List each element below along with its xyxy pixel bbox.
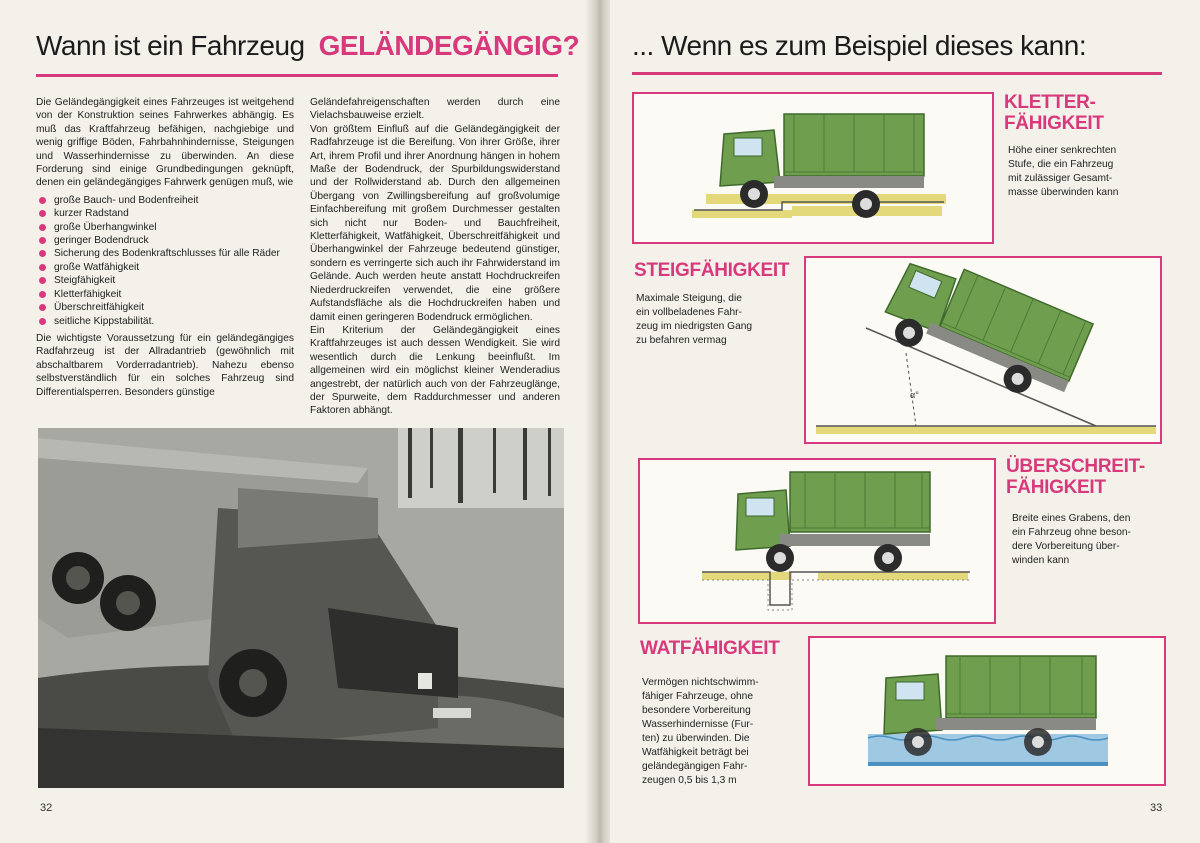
desc-line: Vermögen nichtschwimm- (642, 677, 759, 688)
paragraph: Ein Kriterium der Geländegängigkeit eines Kraftfahrzeuges ist auch dessen Wendigkeit. Sie wird wesentlich durch die Lenkung beeinflußt. Im allgemeinen wird ein möglichst kleiner Wenderadius angestrebt, der natürlich auch von der Fahrzeuglänge, der Spurweite, dem Raddurchmesser und anderen Faktoren abhängt. (310, 324, 560, 417)
desc-line: mit zulässiger Gesamt- (1008, 173, 1113, 184)
list-item: Überschreitfähigkeit (36, 301, 294, 314)
list-item: große Watfähigkeit (36, 261, 294, 274)
illustration-trench (638, 458, 996, 624)
desc-line: Maximale Steigung, die (636, 293, 742, 304)
desc-line: zeug im niedrigsten Gang (636, 321, 753, 332)
feature-desc-climbing (1008, 144, 1168, 200)
desc-line: Wasserhindernisse (Fur- (642, 719, 754, 730)
desc-line: besondere Vorbereitung (642, 705, 751, 716)
feature-title-line: FÄHIGKEIT (1006, 477, 1106, 498)
feature-title-gradient (634, 260, 789, 281)
desc-line: masse überwinden kann (1008, 187, 1119, 198)
list-item: große Bauch- und Bodenfreiheit (36, 194, 294, 207)
paragraph: Von größtem Einfluß auf die Geländegängigkeit der Radfahrzeuge ist die Bereifung. Von ihrer Größe, ihrer Art, ihrem Profil und ihrer Anordnung hängen in hohem Maße der Bodendruck, der Spurbildungswiderstand und der Rollwiderstand ab. Durch den allgemeinen Übergang von Zwillingsbereifung auf großvolumige Einfachbereifung mit großem Durchmesser gestalten sich nicht nur Boden- und Bauchfreiheit, Kletterfähigkeit, Watfähigkeit, Überschreitfähigkeit und Überhangwinkel der Fahrzeuge bedeutend günstiger, sondern es verringerte sich auch ihr Fahrwiderstand im Gelände. Auch werden heute anstatt Hochdruckreifen Niederdruckreifen verwendet, die eine größere Aufstandsfläche als die Hochdruckreifen haben und damit einen geringeren Bodendruck ermöglichen. (310, 123, 560, 323)
desc-line: Stufe, die ein Fahrzeug (1008, 159, 1114, 170)
feature-desc-gradient (636, 292, 806, 348)
desc-line: dere Vorbereitung über- (1012, 541, 1120, 552)
list-item: Sicherung des Bodenkraftschlusses für alle Räder (36, 247, 294, 260)
feature-title-line: FÄHIGKEIT (1004, 113, 1104, 134)
desc-line: Breite eines Grabens, den (1012, 513, 1131, 524)
list-item: große Überhangwinkel (36, 221, 294, 234)
outro-paragraph: Die wichtigste Voraussetzung für ein geländegängiges Radfahrzeug ist der Allradantrieb (gewöhnlich mit abschaltbarem Vorderradantrieb). Nahezu ebenso selbstverständlich für ein solches Fahrzeug sind Differentialsperren. Besonders günstige (36, 332, 294, 398)
left-page (0, 0, 590, 843)
feature-title-climbing (1004, 92, 1104, 134)
list-item: geringer Bodendruck (36, 234, 294, 247)
text-column-1 (36, 96, 294, 399)
right-page (610, 0, 1200, 843)
page-title-left (36, 30, 579, 62)
truck-photo (38, 428, 564, 788)
list-item: Steigfähigkeit (36, 274, 294, 287)
illustration-climbing (632, 92, 994, 244)
intro-paragraph: Die Geländegängigkeit eines Fahrzeuges ist weitgehend von der Konstruktion seines Fahrwerkes abhängig. Es muß das Kraftfahrzeug befähigen, nachgiebige und wenig griffige Böden, Fahrbahnhindernisse, Steigungen und Wasserhindernisse zu überwinden. An diese Forderung sind einige Grundbedingungen geknüpft, denen ein geländegängiges Fahrwerk genügen muß, wie (36, 97, 294, 189)
desc-line: ein Fahrzeug ohne beson- (1012, 527, 1131, 538)
title-rule-right (632, 72, 1162, 75)
page-number-left: 32 (40, 802, 53, 814)
feature-title-line: ÜBERSCHREIT- (1006, 456, 1145, 477)
angle-label: α° (910, 390, 919, 400)
requirements-list (36, 194, 294, 328)
page-title-right: ... Wenn es zum Beispiel dieses kann: (632, 30, 1087, 61)
feature-title-wading (640, 638, 780, 659)
desc-line: geländegängigen Fahr- (642, 761, 748, 772)
page-number-right: 33 (1150, 802, 1163, 814)
paragraph: Geländefahreigenschaften werden durch eine Vielachsbauweise erzielt. (310, 97, 560, 122)
feature-desc-trench (1012, 512, 1172, 568)
desc-line: ein vollbeladenes Fahr- (636, 307, 742, 318)
desc-line: winden kann (1012, 555, 1070, 566)
title-rule-left (36, 74, 558, 77)
illustration-wading (808, 636, 1166, 786)
illustration-gradient (804, 256, 1162, 444)
desc-line: zu befahren vermag (636, 335, 727, 346)
feature-title-trench (1006, 456, 1145, 498)
desc-line: Höhe einer senkrechten (1008, 145, 1117, 156)
list-item: seitliche Kippstabilität. (36, 315, 294, 328)
feature-desc-wading (642, 676, 810, 788)
desc-line: fähiger Fahrzeuge, ohne (642, 691, 754, 702)
text-column-2 (310, 96, 560, 418)
list-item: kurzer Radstand (36, 207, 294, 220)
feature-title-line: WATFÄHIGKEIT (640, 638, 780, 659)
feature-title-line: STEIGFÄHIGKEIT (634, 260, 790, 281)
title-main: Wann ist ein Fahrzeug (36, 30, 305, 61)
title-accent: GELÄNDEGÄNGIG? (318, 30, 580, 61)
list-item: Kletterfähigkeit (36, 288, 294, 301)
desc-line: Watfähigkeit beträgt bei (642, 747, 749, 758)
desc-line: ten) zu überwinden. Die (642, 733, 750, 744)
desc-line: zeugen 0,5 bis 1,3 m (642, 775, 737, 786)
feature-title-line: KLETTER- (1004, 92, 1096, 113)
